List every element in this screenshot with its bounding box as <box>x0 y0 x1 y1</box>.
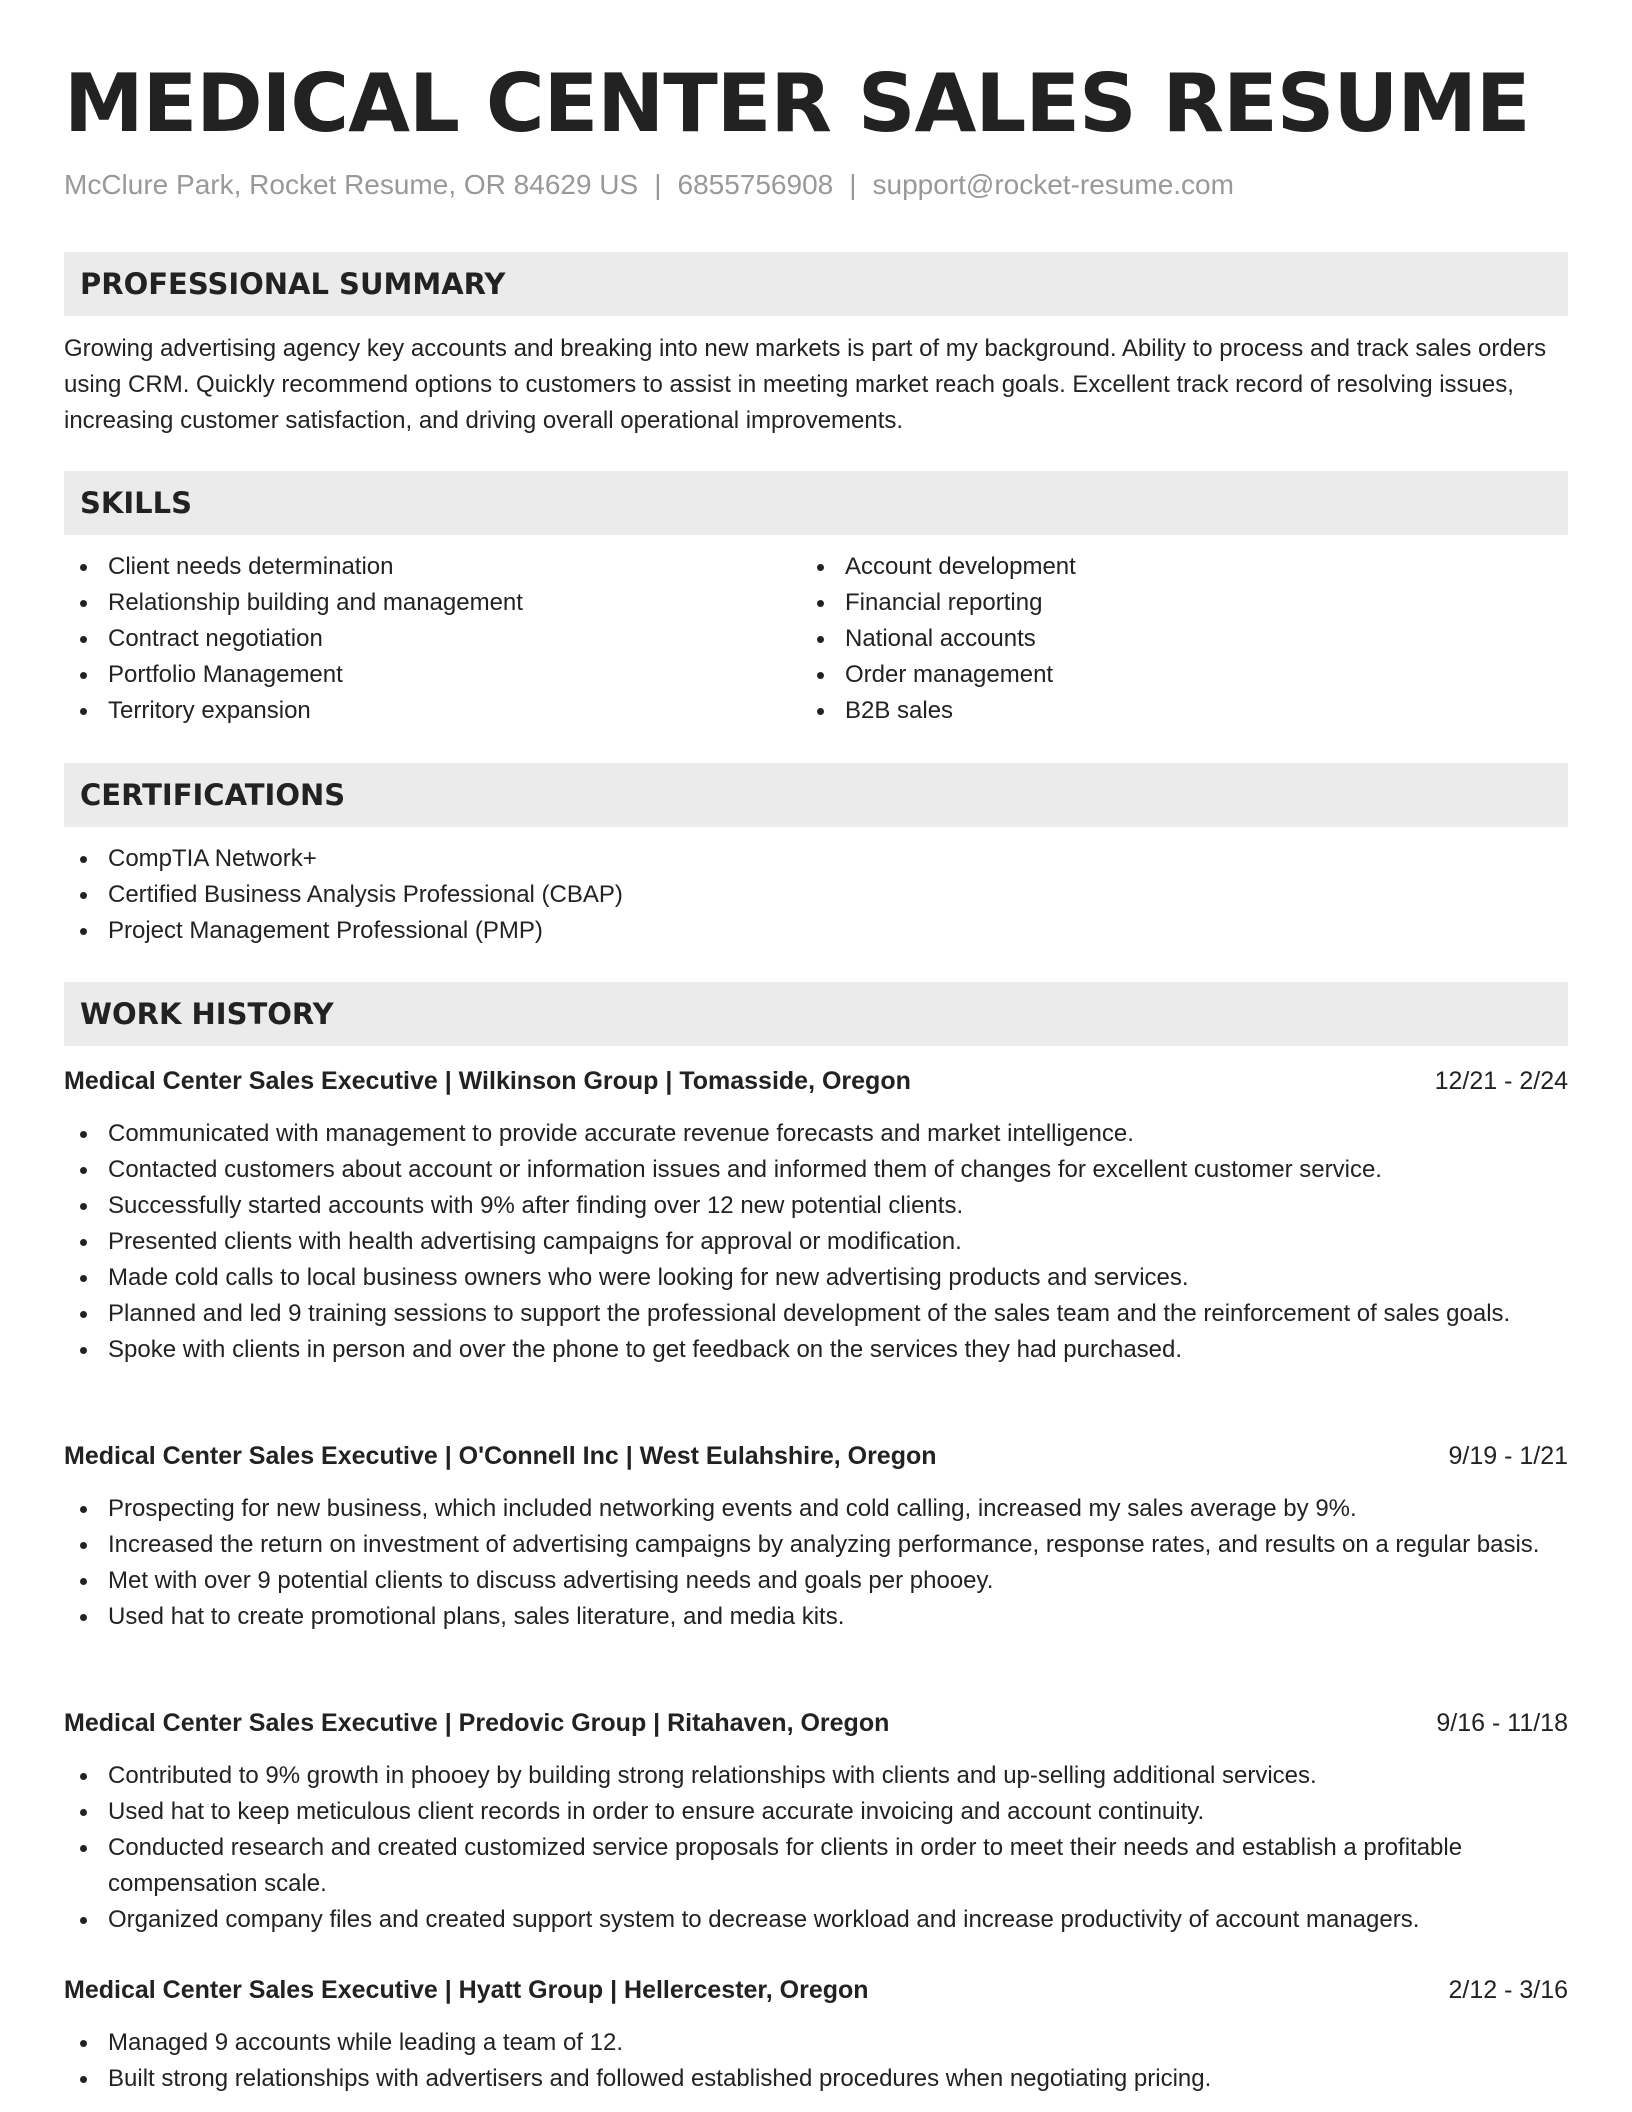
job-title: Medical Center Sales Executive | Hyatt Group | Hellercester, Oregon <box>64 1976 869 2004</box>
summary-text: Growing advertising agency key accounts and breaking into new markets is part of my background. Ability to process and track sales orders using CRM. Quickly recommend options to customers to assist in meeting market reach goals. Excellent track record of resolving issues, increasing customer satisfaction, and driving overall operational improvements. <box>64 335 1547 434</box>
job-bullets <box>64 2025 1568 2097</box>
list-item: Client needs determination <box>64 549 784 585</box>
job-dates: 2/12 - 3/16 <box>1448 1976 1568 2004</box>
list-item: National accounts <box>801 621 1521 657</box>
job-bullets <box>64 1491 1568 1635</box>
list-item: Territory expansion <box>64 693 784 729</box>
list-item: Communicated with management to provide accurate revenue forecasts and market intelligence. <box>64 1116 1568 1152</box>
list-item: Account development <box>801 549 1521 585</box>
list-item: Successfully started accounts with 9% after finding over 12 new potential clients. <box>64 1188 1568 1224</box>
contact-email: support@rocket-resume.com <box>872 169 1234 200</box>
list-item: CompTIA Network+ <box>64 841 1568 877</box>
job-header <box>64 1972 1568 2008</box>
job-dates: 9/16 - 11/18 <box>1436 1709 1568 1737</box>
list-item: Prospecting for new business, which included networking events and cold calling, increased my sales average by 9%. <box>64 1491 1568 1527</box>
list-item: B2B sales <box>801 693 1521 729</box>
list-item: Met with over 9 potential clients to discuss advertising needs and goals per phooey. <box>64 1563 1568 1599</box>
contact-phone: 6855756908 <box>677 169 834 200</box>
job-title: Medical Center Sales Executive | Wilkinson Group | Tomasside, Oregon <box>64 1067 911 1095</box>
skills-column-right <box>801 549 1521 729</box>
job-header <box>64 1063 1568 1099</box>
section-title: SKILLS <box>80 486 192 520</box>
list-item: Project Management Professional (PMP) <box>64 913 1568 949</box>
job-header <box>64 1438 1568 1474</box>
list-item: Relationship building and management <box>64 585 784 621</box>
list-item: Certified Business Analysis Professional (CBAP) <box>64 877 1568 913</box>
section-title: WORK HISTORY <box>80 997 334 1031</box>
list-item: Made cold calls to local business owners who were looking for new advertising products and services. <box>64 1260 1568 1296</box>
contact-separator: | <box>849 169 857 200</box>
job-dates: 9/19 - 1/21 <box>1448 1442 1568 1470</box>
list-item: Contributed to 9% growth in phooey by building strong relationships with clients and up-selling additional services. <box>64 1758 1568 1794</box>
contact-line <box>64 165 1234 205</box>
section-header-skills <box>64 471 1568 535</box>
list-item: Financial reporting <box>801 585 1521 621</box>
list-item: Presented clients with health advertising campaigns for approval or modification. <box>64 1224 1568 1260</box>
list-item: Spoke with clients in person and over the phone to get feedback on the services they had purchased. <box>64 1332 1568 1368</box>
section-header-summary <box>64 252 1568 316</box>
section-title: CERTIFICATIONS <box>80 778 346 812</box>
list-item: Contract negotiation <box>64 621 784 657</box>
section-header-work-history <box>64 982 1568 1046</box>
job-header <box>64 1705 1568 1741</box>
list-item: Used hat to create promotional plans, sales literature, and media kits. <box>64 1599 1568 1635</box>
list-item: Increased the return on investment of advertising campaigns by analyzing performance, response rates, and results on a regular basis. <box>64 1527 1568 1563</box>
list-item: Managed 9 accounts while leading a team of 12. <box>64 2025 1568 2061</box>
job-bullets <box>64 1116 1568 1368</box>
list-item: Used hat to keep meticulous client records in order to ensure accurate invoicing and account continuity. <box>64 1794 1568 1830</box>
job-title: Medical Center Sales Executive | Predovic Group | Ritahaven, Oregon <box>64 1709 890 1737</box>
section-title: PROFESSIONAL SUMMARY <box>80 267 506 301</box>
skills-column-left <box>64 549 784 729</box>
job-bullets <box>64 1758 1568 1938</box>
list-item: Built strong relationships with advertisers and followed established procedures when negotiating pricing. <box>64 2061 1568 2097</box>
resume-title: MEDICAL CENTER SALES RESUME <box>64 57 1530 150</box>
job-dates: 12/21 - 2/24 <box>1434 1067 1568 1095</box>
list-item: Contacted customers about account or information issues and informed them of changes for excellent customer service. <box>64 1152 1568 1188</box>
contact-separator: | <box>654 169 662 200</box>
list-item: Planned and led 9 training sessions to support the professional development of the sales team and the reinforcement of sales goals. <box>64 1296 1568 1332</box>
certifications-list <box>64 841 1568 949</box>
list-item: Conducted research and created customized service proposals for clients in order to meet their needs and establish a profitable compensation scale. <box>64 1830 1568 1902</box>
job-title: Medical Center Sales Executive | O'Connell Inc | West Eulahshire, Oregon <box>64 1442 937 1470</box>
section-header-certifications <box>64 763 1568 827</box>
contact-address: McClure Park, Rocket Resume, OR 84629 US <box>64 169 639 200</box>
list-item: Order management <box>801 657 1521 693</box>
list-item: Portfolio Management <box>64 657 784 693</box>
list-item: Organized company files and created support system to decrease workload and increase productivity of account managers. <box>64 1902 1568 1938</box>
